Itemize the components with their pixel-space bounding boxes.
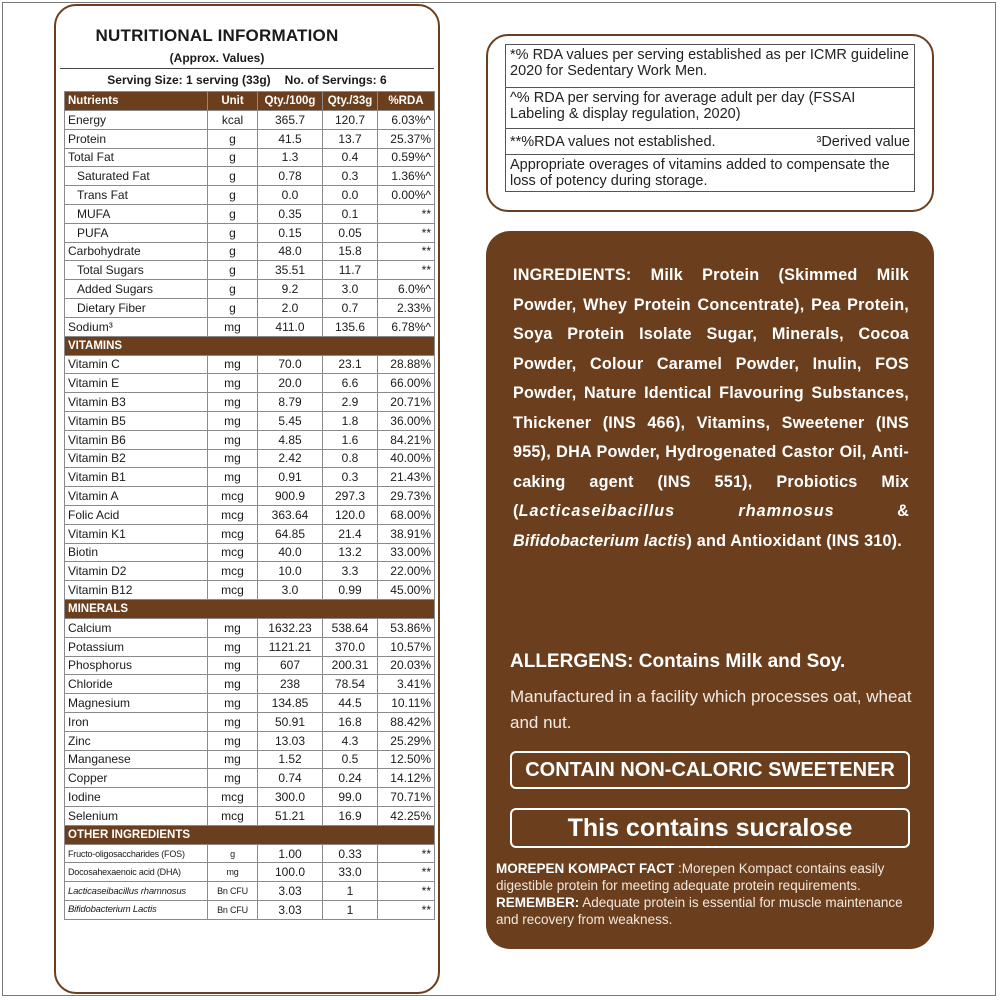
qty-33g-cell: 538.64 (323, 618, 378, 637)
qty-100g-cell: 1121.21 (258, 637, 323, 656)
table-row (65, 186, 435, 205)
qty-33g-cell: 13.7 (323, 129, 378, 148)
qty-100g-cell: 0.91 (258, 468, 323, 487)
unit-cell: mcg (208, 543, 258, 562)
table-row (65, 317, 435, 336)
qty-33g-cell: 0.7 (323, 298, 378, 317)
nutrient-name: Manganese (65, 750, 208, 769)
unit-cell: mcg (208, 806, 258, 825)
unit-cell: mg (208, 750, 258, 769)
remember-text: Adequate protein is essential for muscle maintenance and recovery from weakness. (496, 895, 903, 927)
nutrition-title: NUTRITIONAL INFORMATION (95, 26, 339, 45)
nutrition-table-body (65, 111, 435, 920)
nutrient-name: Dietary Fiber (65, 298, 208, 317)
qty-33g-cell: 0.5 (323, 750, 378, 769)
section-heading: VITAMINS (65, 336, 435, 355)
qty-100g-cell: 1.3 (258, 148, 323, 167)
rda-cell: 0.59%^ (378, 148, 435, 167)
unit-cell: g (208, 298, 258, 317)
table-row (65, 261, 435, 280)
rda-cell: ** (378, 882, 435, 901)
ingredients-end: ) and Antioxidant (INS 310). (686, 531, 902, 550)
unit-cell: g (208, 129, 258, 148)
probiotic-species-2: Bifidobacterium lactis (513, 531, 687, 550)
section-row (65, 336, 435, 355)
qty-100g-cell: 20.0 (258, 374, 323, 393)
table-row (65, 505, 435, 524)
table-row (65, 637, 435, 656)
unit-cell: mg (208, 430, 258, 449)
table-row (65, 863, 435, 882)
unit-cell: mcg (208, 524, 258, 543)
unit-cell: g (208, 242, 258, 261)
allergens-text: Contains Milk and Soy. (633, 651, 846, 672)
nutrient-name: Sodium³ (65, 317, 208, 336)
unit-cell: kcal (208, 111, 258, 130)
nutrient-name: Vitamin B3 (65, 393, 208, 412)
rda-cell: 0.00%^ (378, 186, 435, 205)
qty-100g-cell: 2.42 (258, 449, 323, 468)
qty-100g-cell: 0.0 (258, 186, 323, 205)
rda-cell: ** (378, 223, 435, 242)
unit-cell: Bn CFU (208, 882, 258, 901)
unit-cell: g (208, 261, 258, 280)
table-row (65, 581, 435, 600)
facility-statement: Manufactured in a facility which processes oat, wheat and nut. (510, 687, 912, 732)
header-nutrients: Nutrients (65, 92, 208, 111)
qty-100g-cell: 300.0 (258, 788, 323, 807)
table-row (65, 882, 435, 901)
rda-cell: 10.11% (378, 694, 435, 713)
nutrient-name: Chloride (65, 675, 208, 694)
nutrient-name: Docosahexaenoic acid (DHA) (65, 863, 208, 882)
table-row (65, 543, 435, 562)
header-qty-100g: Qty./100g (258, 92, 323, 111)
rda-cell: 14.12% (378, 769, 435, 788)
unit-cell: mg (208, 637, 258, 656)
qty-33g-cell: 200.31 (323, 656, 378, 675)
qty-100g-cell: 5.45 (258, 411, 323, 430)
sucralose-box: This contains sucralose (510, 808, 910, 848)
note-icmr: *% RDA values per serving established as per ICMR guideline 2020 for Sedentary Work Men. (506, 45, 914, 88)
qty-100g-cell: 3.03 (258, 882, 323, 901)
qty-100g-cell: 1.52 (258, 750, 323, 769)
note-rda-not-established: **%RDA values not established. (510, 133, 716, 150)
qty-33g-cell: 6.6 (323, 374, 378, 393)
unit-cell: mg (208, 769, 258, 788)
unit-cell: mg (208, 449, 258, 468)
rda-cell: 21.43% (378, 468, 435, 487)
rda-cell: 25.29% (378, 731, 435, 750)
nutrient-name: Vitamin E (65, 374, 208, 393)
unit-cell: mg (208, 618, 258, 637)
qty-33g-cell: 21.4 (323, 524, 378, 543)
rda-cell: ** (378, 261, 435, 280)
qty-33g-cell: 16.9 (323, 806, 378, 825)
qty-33g-cell: 11.7 (323, 261, 378, 280)
rda-cell: 66.00% (378, 374, 435, 393)
note-overages: Appropriate overages of vitamins added to compensate the loss of potency during storage. (510, 157, 890, 189)
unit-cell: mg (208, 675, 258, 694)
unit-cell: g (208, 844, 258, 863)
ingredients-panel (486, 231, 934, 949)
unit-cell: mg (208, 393, 258, 412)
nutrition-subtitle: (Approx. Values) (169, 51, 265, 65)
qty-100g-cell: 134.85 (258, 694, 323, 713)
table-row (65, 430, 435, 449)
qty-33g-cell: 0.8 (323, 449, 378, 468)
nutrient-name: Potassium (65, 637, 208, 656)
allergens-label: ALLERGENS: (510, 651, 634, 672)
rda-cell: 6.03%^ (378, 111, 435, 130)
nutrient-name: Vitamin C (65, 355, 208, 374)
qty-33g-cell: 135.6 (323, 317, 378, 336)
fact-label: MOREPEN KOMPACT FACT (496, 861, 675, 876)
rda-cell: 33.00% (378, 543, 435, 562)
qty-33g-cell: 1.6 (323, 430, 378, 449)
table-row (65, 901, 435, 920)
table-row (65, 618, 435, 637)
qty-33g-cell: 2.9 (323, 393, 378, 412)
qty-100g-cell: 50.91 (258, 712, 323, 731)
table-row (65, 223, 435, 242)
nutrient-name: Bifidobacterium Lactis (65, 901, 208, 920)
number-of-servings: No. of Servings: 6 (284, 73, 387, 87)
qty-100g-cell: 900.9 (258, 487, 323, 506)
qty-100g-cell: 10.0 (258, 562, 323, 581)
unit-cell: g (208, 280, 258, 299)
kompact-fact (496, 860, 926, 928)
table-row (65, 374, 435, 393)
probiotic-species-1: Lacticaseibacillus rhamnosus (518, 502, 835, 520)
rda-cell: 25.37% (378, 129, 435, 148)
qty-100g-cell: 607 (258, 656, 323, 675)
nutrient-name: Vitamin B12 (65, 581, 208, 600)
ingredients-main: INGREDIENTS: Milk Protein (Skimmed Milk Powder, Whey Protein Concentrate), Pea Protein, Soya Protein Isolate Sugar, Minerals, Cocoa Powder, Colour Caramel Powder, Inulin, FOS Powder, Nature Identical Flavouring Substances, Thickener (INS 466), Vitamins, Sweetener (INS 955), DHA Powder, Hydrogenated Castor Oil, Anti-caking agent (INS 551), Probiotics Mix ( (513, 266, 909, 520)
unit-cell: g (208, 204, 258, 223)
section-row (65, 825, 435, 844)
nutrient-name: Lacticaseibacillus rhamnosus (65, 882, 208, 901)
table-row (65, 167, 435, 186)
rda-cell: 38.91% (378, 524, 435, 543)
qty-100g-cell: 9.2 (258, 280, 323, 299)
nutrient-name: Calcium (65, 618, 208, 637)
rda-cell: ** (378, 901, 435, 920)
rda-cell: 12.50% (378, 750, 435, 769)
serving-size: Serving Size: 1 serving (33g) (107, 73, 271, 87)
rda-cell: ** (378, 863, 435, 882)
header-unit: Unit (208, 92, 258, 111)
qty-100g-cell: 1.00 (258, 844, 323, 863)
unit-cell: mg (208, 468, 258, 487)
unit-cell: mcg (208, 505, 258, 524)
rda-cell: 22.00% (378, 562, 435, 581)
nutrient-name: Protein (65, 129, 208, 148)
qty-33g-cell: 0.0 (323, 186, 378, 205)
unit-cell: g (208, 223, 258, 242)
rda-cell: 28.88% (378, 355, 435, 374)
qty-33g-cell: 0.05 (323, 223, 378, 242)
unit-cell: g (208, 148, 258, 167)
table-row (65, 204, 435, 223)
qty-100g-cell: 0.74 (258, 769, 323, 788)
table-row (65, 242, 435, 261)
nutrition-table (64, 91, 435, 920)
nutrient-name: Vitamin K1 (65, 524, 208, 543)
table-row (65, 656, 435, 675)
rda-cell: ** (378, 844, 435, 863)
nutrient-name: Vitamin B1 (65, 468, 208, 487)
rda-cell: 6.0%^ (378, 280, 435, 299)
table-row (65, 844, 435, 863)
nutrient-name: Carbohydrate (65, 242, 208, 261)
rda-cell: 45.00% (378, 581, 435, 600)
qty-33g-cell: 16.8 (323, 712, 378, 731)
ingredients-text (513, 261, 909, 556)
rda-cell: 20.71% (378, 393, 435, 412)
nutrient-name: Vitamin A (65, 487, 208, 506)
unit-cell: mg (208, 317, 258, 336)
nutrient-name: Vitamin B5 (65, 411, 208, 430)
ingredients-joiner: & (834, 502, 909, 520)
qty-100g-cell: 238 (258, 675, 323, 694)
header-qty-33g: Qty./33g (323, 92, 378, 111)
qty-100g-cell: 3.03 (258, 901, 323, 920)
table-row (65, 393, 435, 412)
nutrient-name: Phosphorus (65, 656, 208, 675)
rda-cell: ** (378, 204, 435, 223)
rda-cell: 53.86% (378, 618, 435, 637)
qty-100g-cell: 64.85 (258, 524, 323, 543)
qty-100g-cell: 4.85 (258, 430, 323, 449)
table-row (65, 298, 435, 317)
nutrient-name: Folic Acid (65, 505, 208, 524)
nutrient-name: Fructo-oligosaccharides (FOS) (65, 844, 208, 863)
qty-100g-cell: 100.0 (258, 863, 323, 882)
qty-100g-cell: 0.15 (258, 223, 323, 242)
qty-33g-cell: 99.0 (323, 788, 378, 807)
table-row (65, 788, 435, 807)
unit-cell: mg (208, 656, 258, 675)
qty-100g-cell: 13.03 (258, 731, 323, 750)
unit-cell: g (208, 186, 258, 205)
qty-33g-cell: 120.7 (323, 111, 378, 130)
qty-100g-cell: 8.79 (258, 393, 323, 412)
nutrient-name: Iodine (65, 788, 208, 807)
rda-cell: 36.00% (378, 411, 435, 430)
table-row (65, 449, 435, 468)
qty-33g-cell: 0.99 (323, 581, 378, 600)
unit-cell: mcg (208, 562, 258, 581)
qty-100g-cell: 411.0 (258, 317, 323, 336)
qty-100g-cell: 365.7 (258, 111, 323, 130)
rda-cell: 1.36%^ (378, 167, 435, 186)
rda-cell: 20.03% (378, 656, 435, 675)
unit-cell: mcg (208, 581, 258, 600)
section-row (65, 599, 435, 618)
unit-cell: mg (208, 411, 258, 430)
qty-100g-cell: 51.21 (258, 806, 323, 825)
section-heading: MINERALS (65, 599, 435, 618)
nutrition-header-row (65, 92, 435, 111)
unit-cell: mg (208, 712, 258, 731)
allergens-statement (510, 651, 845, 673)
qty-100g-cell: 35.51 (258, 261, 323, 280)
nutrient-name: Iron (65, 712, 208, 731)
qty-33g-cell: 1.8 (323, 411, 378, 430)
qty-33g-cell: 0.24 (323, 769, 378, 788)
nutrient-name: Total Fat (65, 148, 208, 167)
unit-cell: mg (208, 863, 258, 882)
nutrient-name: Selenium (65, 806, 208, 825)
qty-33g-cell: 0.3 (323, 468, 378, 487)
qty-100g-cell: 0.35 (258, 204, 323, 223)
unit-cell: mcg (208, 487, 258, 506)
qty-33g-cell: 0.4 (323, 148, 378, 167)
table-row (65, 111, 435, 130)
rda-cell: ** (378, 242, 435, 261)
rda-cell: 84.21% (378, 430, 435, 449)
nutrient-name: Copper (65, 769, 208, 788)
table-row (65, 468, 435, 487)
remember-label: REMEMBER: (496, 895, 580, 910)
qty-33g-cell: 78.54 (323, 675, 378, 694)
header-rda: %RDA (378, 92, 435, 111)
unit-cell: mcg (208, 788, 258, 807)
unit-cell: g (208, 167, 258, 186)
table-row (65, 129, 435, 148)
table-row (65, 355, 435, 374)
qty-33g-cell: 3.3 (323, 562, 378, 581)
rda-cell: 68.00% (378, 505, 435, 524)
table-row (65, 280, 435, 299)
rda-cell: 42.25% (378, 806, 435, 825)
rda-notes-box (505, 44, 915, 192)
unit-cell: mg (208, 355, 258, 374)
table-row (65, 769, 435, 788)
table-row (65, 750, 435, 769)
nutrient-name: Magnesium (65, 694, 208, 713)
rda-cell: 29.73% (378, 487, 435, 506)
qty-100g-cell: 363.64 (258, 505, 323, 524)
qty-100g-cell: 48.0 (258, 242, 323, 261)
unit-cell: Bn CFU (208, 901, 258, 920)
nutrient-name: Energy (65, 111, 208, 130)
qty-33g-cell: 15.8 (323, 242, 378, 261)
nutrient-name: Saturated Fat (65, 167, 208, 186)
nutrient-name: Vitamin D2 (65, 562, 208, 581)
nutrient-name: Added Sugars (65, 280, 208, 299)
qty-33g-cell: 0.33 (323, 844, 378, 863)
table-row (65, 694, 435, 713)
table-row (65, 806, 435, 825)
table-row (65, 731, 435, 750)
note-not-established (506, 129, 914, 155)
nutrient-name: Total Sugars (65, 261, 208, 280)
serving-info (60, 68, 434, 91)
qty-33g-cell: 1 (323, 901, 378, 920)
qty-33g-cell: 0.3 (323, 167, 378, 186)
table-row (65, 712, 435, 731)
qty-100g-cell: 1632.23 (258, 618, 323, 637)
unit-cell: mg (208, 694, 258, 713)
table-row (65, 487, 435, 506)
qty-33g-cell: 370.0 (323, 637, 378, 656)
qty-33g-cell: 23.1 (323, 355, 378, 374)
unit-cell: mg (208, 731, 258, 750)
qty-33g-cell: 297.3 (323, 487, 378, 506)
sweetener-warning-box: CONTAIN NON-CALORIC SWEETENER (510, 751, 910, 789)
nutrient-name: Vitamin B6 (65, 430, 208, 449)
nutrient-name: Vitamin B2 (65, 449, 208, 468)
rda-cell: 2.33% (378, 298, 435, 317)
table-row (65, 675, 435, 694)
qty-100g-cell: 41.5 (258, 129, 323, 148)
qty-33g-cell: 3.0 (323, 280, 378, 299)
qty-33g-cell: 13.2 (323, 543, 378, 562)
qty-33g-cell: 44.5 (323, 694, 378, 713)
rda-cell: 70.71% (378, 788, 435, 807)
section-heading: OTHER INGREDIENTS (65, 825, 435, 844)
rda-cell: 88.42% (378, 712, 435, 731)
unit-cell: mg (208, 374, 258, 393)
qty-33g-cell: 0.1 (323, 204, 378, 223)
table-row (65, 411, 435, 430)
qty-33g-cell: 1 (323, 882, 378, 901)
qty-100g-cell: 40.0 (258, 543, 323, 562)
table-row (65, 562, 435, 581)
nutrient-name: Biotin (65, 543, 208, 562)
qty-100g-cell: 0.78 (258, 167, 323, 186)
rda-cell: 6.78%^ (378, 317, 435, 336)
qty-100g-cell: 2.0 (258, 298, 323, 317)
nutrient-name: Trans Fat (65, 186, 208, 205)
nutrient-name: Zinc (65, 731, 208, 750)
nutrient-name: PUFA (65, 223, 208, 242)
rda-cell: 40.00% (378, 449, 435, 468)
fact-text: :Morepen Kompact contains easily digestible protein for meeting adequate protein requirements. (496, 861, 885, 893)
rda-cell: 3.41% (378, 675, 435, 694)
qty-33g-cell: 4.3 (323, 731, 378, 750)
qty-100g-cell: 3.0 (258, 581, 323, 600)
note-derived-value: ³Derived value (816, 133, 910, 150)
table-row (65, 148, 435, 167)
table-row (65, 524, 435, 543)
rda-cell: 10.57% (378, 637, 435, 656)
qty-100g-cell: 70.0 (258, 355, 323, 374)
qty-33g-cell: 120.0 (323, 505, 378, 524)
note-fssai: ^% RDA per serving for average adult per day (FSSAI Labeling & display regulation, 2020) (506, 88, 914, 129)
nutrient-name: MUFA (65, 204, 208, 223)
qty-33g-cell: 33.0 (323, 863, 378, 882)
